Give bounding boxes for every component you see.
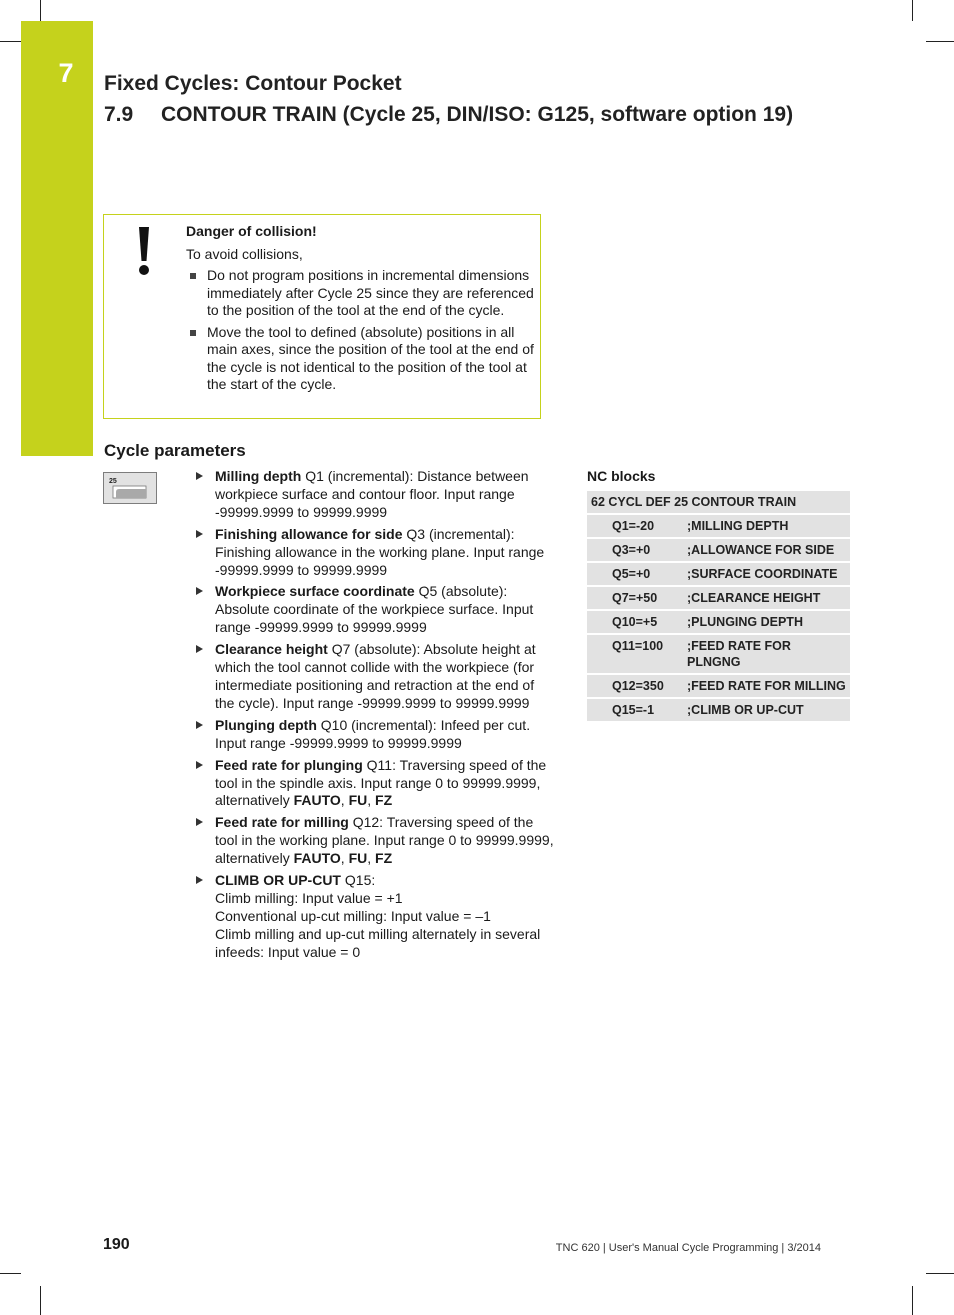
danger-title: Danger of collision! bbox=[186, 223, 317, 239]
crop-mark bbox=[926, 1273, 954, 1274]
triangle-bullet-icon bbox=[196, 761, 203, 769]
softkey-label: 25 bbox=[109, 478, 117, 485]
exclamation-icon bbox=[134, 225, 154, 277]
list-item: CLIMB OR UP-CUT Q15: Climb milling: Input value = +1 Conventional up-cut milling: Input value = –1 Climb milling and up-cut milling alternately in several infeeds: Input value = 0 bbox=[194, 872, 556, 962]
chapter-number: 7 bbox=[58, 58, 74, 88]
list-item: Plunging depth Q10 (incremental): Infeed per cut. Input range -99999.9999 to 99999.9999 bbox=[194, 717, 556, 753]
table-row: Q1=-20 ;MILLING DEPTH bbox=[587, 514, 850, 538]
table-row bbox=[587, 491, 850, 514]
page-number: 190 bbox=[103, 1236, 130, 1253]
danger-box bbox=[103, 214, 541, 419]
list-item: Move the tool to defined (absolute) positions in all main axes, since the position of the tool at the end of the cycle is not identical to the position of the tool at the start of the cycle. bbox=[186, 324, 536, 394]
section-title bbox=[104, 103, 793, 127]
square-bullet-icon bbox=[190, 273, 196, 279]
crop-mark bbox=[0, 1273, 21, 1274]
list-item: Clearance height Q7 (absolute): Absolute height at which the tool cannot collide with the workpiece (for intermediate positioning and retraction at the end of the cycle). Input range -99999.9999 to 99999.9999 bbox=[194, 641, 556, 713]
crop-mark bbox=[912, 1286, 913, 1315]
nc-blocks-table bbox=[587, 491, 850, 723]
table-row: Q7=+50 ;CLEARANCE HEIGHT bbox=[587, 586, 850, 610]
list-item: Feed rate for plunging Q11: Traversing speed of the tool in the spindle axis. Input range 0 to 99999.9999, alternatively FAUTO, FU, FZ bbox=[194, 757, 556, 811]
triangle-bullet-icon bbox=[196, 721, 203, 729]
danger-list bbox=[186, 267, 536, 394]
section-title-text: CONTOUR TRAIN (Cycle 25, DIN/ISO: G125, software option 19) bbox=[161, 103, 794, 126]
nc-blocks-heading: NC blocks bbox=[587, 468, 656, 484]
cycle-25-softkey-icon bbox=[103, 472, 157, 504]
table-row: Q10=+5 ;PLUNGING DEPTH bbox=[587, 610, 850, 634]
triangle-bullet-icon bbox=[196, 818, 203, 826]
cycle-parameters-heading: Cycle parameters bbox=[104, 441, 246, 460]
triangle-bullet-icon bbox=[196, 472, 203, 480]
softkey-graphic bbox=[104, 473, 156, 503]
crop-mark bbox=[40, 0, 41, 21]
triangle-bullet-icon bbox=[196, 645, 203, 653]
crop-mark bbox=[0, 41, 21, 42]
list-item: Milling depth Q1 (incremental): Distance between workpiece surface and contour floor. Input range -99999.9999 to 99999.9999 bbox=[194, 468, 556, 522]
nc-header-cell: 62 CYCL DEF 25 CONTOUR TRAIN bbox=[587, 491, 850, 514]
triangle-bullet-icon bbox=[196, 876, 203, 884]
table-row: Q3=+0 ;ALLOWANCE FOR SIDE bbox=[587, 538, 850, 562]
list-item: Finishing allowance for side Q3 (incremental): Finishing allowance in the working plane. Input range -99999.9999 to 99999.9999 bbox=[194, 526, 556, 580]
list-item: Workpiece surface coordinate Q5 (absolute): Absolute coordinate of the workpiece surface. Input range -99999.9999 to 99999.9999 bbox=[194, 583, 556, 637]
table-row: Q11=100 ;FEED RATE FOR PLNGNG bbox=[587, 634, 850, 674]
triangle-bullet-icon bbox=[196, 530, 203, 538]
list-item: Do not program positions in incremental dimensions immediately after Cycle 25 since they are referenced to the position of the tool at the end of the cycle. bbox=[186, 267, 536, 320]
crop-mark bbox=[926, 41, 954, 42]
table-row: Q5=+0 ;SURFACE COORDINATE bbox=[587, 562, 850, 586]
danger-text bbox=[186, 223, 536, 398]
footer-text: TNC 620 | User's Manual Cycle Programming | 3/2014 bbox=[555, 1242, 821, 1254]
table-row: Q12=350 ;FEED RATE FOR MILLING bbox=[587, 674, 850, 698]
square-bullet-icon bbox=[190, 330, 196, 336]
parameter-list bbox=[194, 468, 556, 966]
chapter-title: Fixed Cycles: Contour Pocket bbox=[104, 72, 402, 95]
danger-intro: To avoid collisions, bbox=[186, 245, 303, 262]
crop-mark bbox=[912, 0, 913, 21]
triangle-bullet-icon bbox=[196, 587, 203, 595]
list-item: Feed rate for milling Q12: Traversing speed of the tool in the working plane. Input range 0 to 99999.9999, alternatively FAUTO, FU, FZ bbox=[194, 814, 556, 868]
crop-mark bbox=[40, 1286, 41, 1315]
table-row: Q15=-1 ;CLIMB OR UP-CUT bbox=[587, 698, 850, 722]
section-number: 7.9 bbox=[104, 103, 134, 126]
